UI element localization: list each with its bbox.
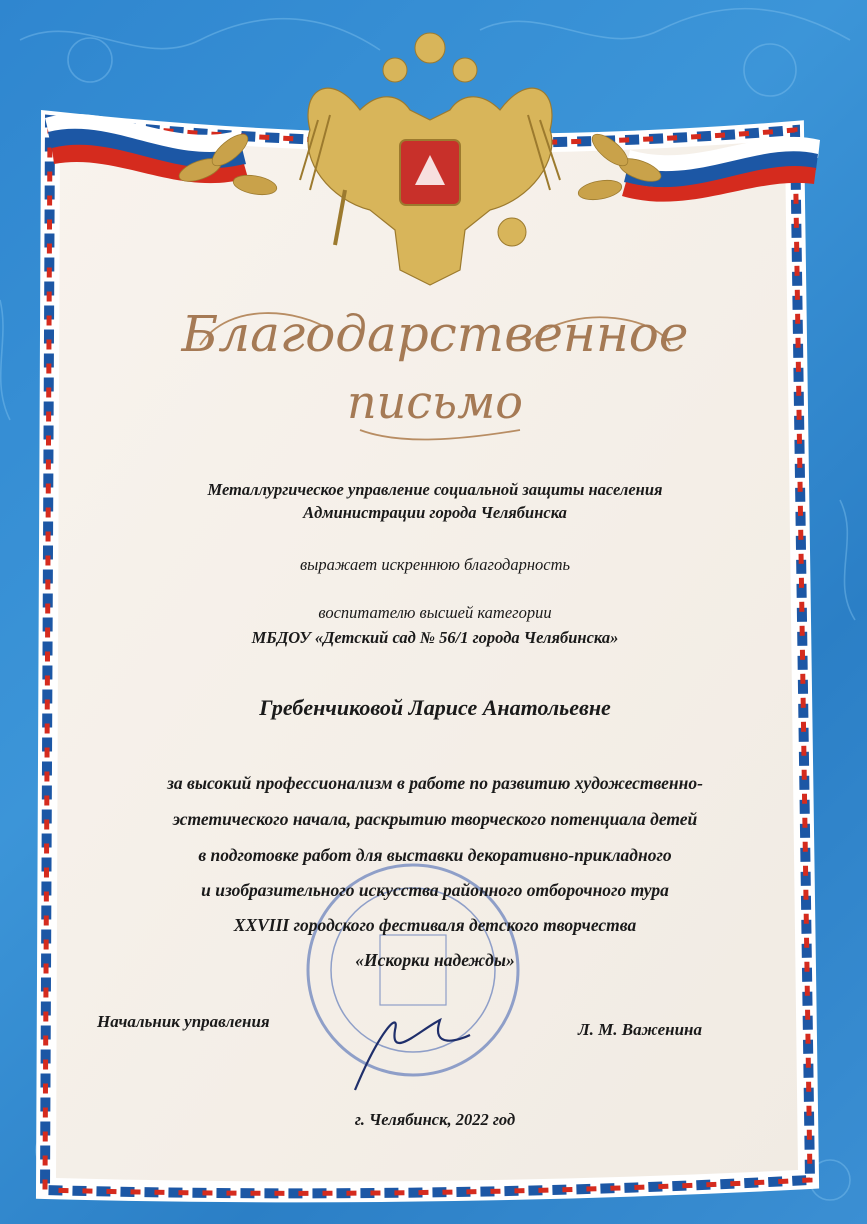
- expresses-line: выражает искреннюю благодарность: [299, 555, 571, 574]
- issuer-line-1: Металлургическое управление социальной защиты населения: [207, 480, 663, 499]
- place-date: г. Челябинск, 2022 год: [354, 1110, 516, 1129]
- reason-line: XXVIII городского фестиваля детского творчества: [233, 915, 637, 935]
- letter-paper: [20, 100, 825, 1210]
- title-line-1: Благодарственное: [181, 305, 689, 363]
- signatory-name: Л. М. Важенина: [578, 1020, 702, 1039]
- title-line-2: письмо: [347, 375, 523, 429]
- reason-line: «Искорки надежды»: [355, 950, 515, 970]
- reason-line: в подготовке работ для выставки декоративно-прикладного: [198, 845, 672, 865]
- recipient-name: Гребенчиковой Ларисе Анатольевне: [259, 695, 611, 720]
- issuer-line-2: Администрации города Челябинска: [303, 503, 567, 522]
- position-line-2: МБДОУ «Детский сад № 56/1 города Челябинска»: [251, 628, 619, 647]
- reason-line: и изобразительного искусства районного отборочного тура: [201, 880, 669, 900]
- position-line-1: воспитателю высшей категории: [318, 603, 552, 622]
- reason-line: эстетического начала, раскрытию творческого потенциала детей: [172, 809, 698, 829]
- signatory-title: Начальник управления: [97, 1012, 270, 1031]
- reason-line: за высокий профессионализм в работе по развитию художественно-: [167, 773, 703, 793]
